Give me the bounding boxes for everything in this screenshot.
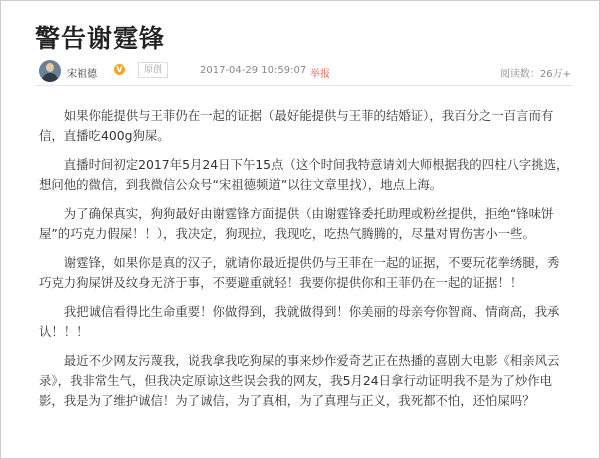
paragraph-3: 为了确保真实，狗狗最好由谢霆锋方面提供（由谢霆锋委托助理或粉丝提供，拒绝“锋味饼屋”的巧克力假屎！！），我决定，狗现拉，我现吃，吃热气腾腾的，尽量对胃伤害小一些。 xyxy=(39,206,554,241)
verified-badge-icon: V xyxy=(114,64,125,75)
author-name-link[interactable]: 宋祖德 xyxy=(67,69,97,80)
header-divider xyxy=(35,85,573,86)
article-title: 警告谢霆锋 xyxy=(35,24,166,53)
avatar-head-shape xyxy=(46,63,54,72)
article-meta xyxy=(39,60,571,82)
paragraph-1: 如果你能提供与王菲仍在一起的证据（最好能提供与王菲的结婚证），我百分之一百言而有信，直播吃400g狗屎。 xyxy=(39,108,554,143)
avatar-body-shape xyxy=(42,73,58,82)
author-avatar[interactable] xyxy=(39,60,61,82)
report-link[interactable]: 举报 xyxy=(310,69,330,80)
paragraph-4: 谢霆锋，如果你是真的汉子，就请你最近提供仍与王菲在一起的证据，不要玩花拳绣腿，秀巧克力狗屎饼及纹身无济于事，不要避重就轻！我要你提供你和王菲仍在一起的证据！！ xyxy=(39,255,560,290)
paragraph-2: 直播时间初定2017年5月24日下午15点（这个时间我特意请刘大师根据我的四柱八字挑选，想问他的微信，到我微信公众号“宋祖德频道”以往文章里找），地点上海。 xyxy=(39,157,569,192)
paragraph-6: 最近不少网友污蔑我，说我拿我吃狗屎的事来炒作爱奇艺正在热播的喜剧大电影《相亲风云录》，我非常生气，但我决定原谅这些误会我的网友，我5月24日拿行动证明我不是为了炒作电影，我是为了维护诚信！为了诚信，为了真相，为了真理与正义，我死都不怕，还怕屎吗？ xyxy=(39,353,560,408)
read-count: 阅读数：26万+ xyxy=(499,69,571,80)
publish-timestamp: 2017-04-29 10:59:07 xyxy=(200,65,307,76)
paragraph-5: 我把诚信看得比生命重要！你做得到，我就做得到！你美丽的母亲夸你智商、情商高，我承认！！！ xyxy=(39,304,560,339)
article-body xyxy=(39,106,571,420)
original-tag: 原创 xyxy=(138,62,168,78)
